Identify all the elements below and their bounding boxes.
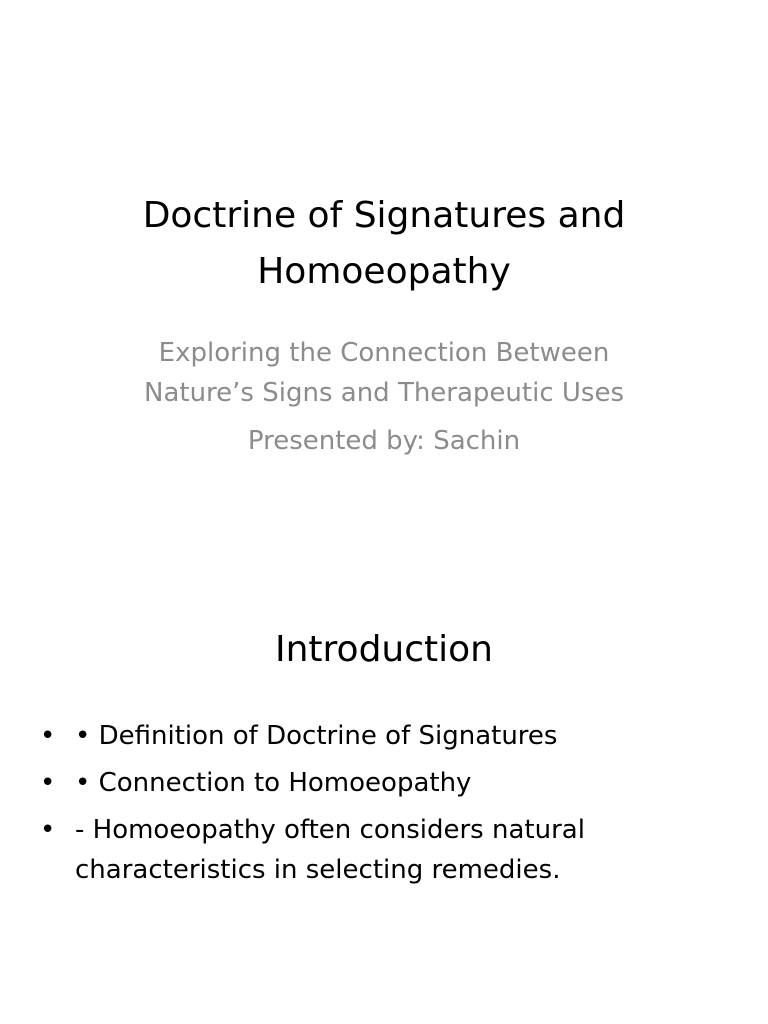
bullet-list bbox=[40, 716, 740, 897]
slide-title-line: Homoeopathy bbox=[257, 251, 511, 292]
subtitle-line: Nature’s Signs and Therapeutic Uses bbox=[144, 378, 624, 408]
slide-subtitle bbox=[0, 333, 768, 461]
bullet-marker: • bbox=[40, 815, 56, 845]
bullet-text-line: - Homoeopathy often considers natural bbox=[75, 815, 585, 845]
presenter-text: Presented by: Sachin bbox=[247, 426, 521, 456]
list-item bbox=[40, 763, 740, 803]
slide-title bbox=[0, 188, 768, 300]
bullet-marker: • bbox=[40, 721, 56, 751]
bullet-text: • Definition of Doctrine of Signatures bbox=[75, 721, 558, 751]
subtitle-line: Exploring the Connection Between bbox=[158, 338, 610, 368]
bullet-text: • Connection to Homoeopathy bbox=[75, 768, 472, 798]
list-item bbox=[40, 810, 740, 890]
section-heading: Introduction bbox=[274, 629, 493, 670]
slide-title-line: Doctrine of Signatures and bbox=[142, 195, 626, 236]
bullet-text-line: characteristics in selecting remedies. bbox=[75, 855, 561, 885]
list-item bbox=[40, 716, 740, 756]
bullet-marker: • bbox=[40, 768, 56, 798]
